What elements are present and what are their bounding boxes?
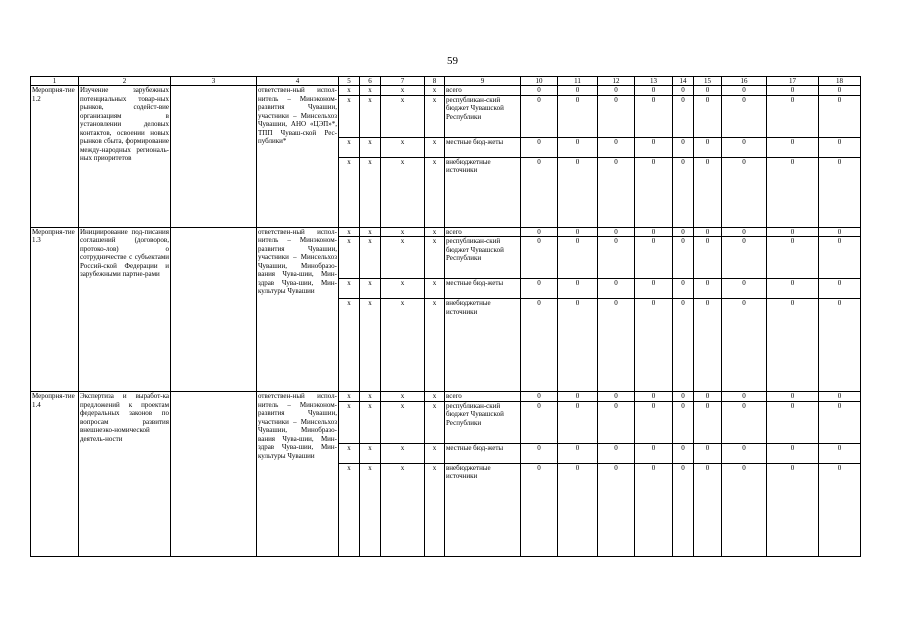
amount-cell: 0: [673, 95, 694, 137]
amount-cell: 0: [819, 299, 861, 392]
x-mark-cell: x: [425, 401, 445, 443]
amount-cell: 0: [694, 392, 722, 402]
amount-cell: 0: [598, 443, 635, 463]
x-mark-cell: x: [381, 95, 425, 137]
amount-cell: 0: [694, 157, 722, 227]
column-number: 10: [521, 77, 558, 86]
responsible-col3: [171, 392, 257, 557]
x-mark-cell: x: [360, 237, 381, 279]
amount-cell: 0: [767, 299, 819, 392]
amount-cell: 0: [635, 227, 673, 237]
x-mark-cell: x: [339, 237, 360, 279]
x-mark-cell: x: [425, 392, 445, 402]
amount-cell: 0: [558, 392, 598, 402]
amount-cell: 0: [694, 227, 722, 237]
measure-name: Изучение зарубежных потенциальных товар-ных рынков, содейст-вие организациям в установлении деловых контактов, освоении новых рынков сбыта, формирование между-народных региональ-ных приоритетов: [79, 86, 171, 228]
amount-cell: 0: [635, 86, 673, 96]
amount-cell: 0: [673, 443, 694, 463]
amount-cell: 0: [767, 227, 819, 237]
amount-cell: 0: [694, 299, 722, 392]
amount-cell: 0: [722, 86, 767, 96]
amount-cell: 0: [673, 237, 694, 279]
column-number: 1: [31, 77, 79, 86]
amount-cell: 0: [722, 443, 767, 463]
amount-cell: 0: [635, 157, 673, 227]
table-row: [31, 392, 861, 402]
amount-cell: 0: [521, 95, 558, 137]
amount-cell: 0: [558, 227, 598, 237]
funding-source: всего: [445, 392, 521, 402]
x-mark-cell: x: [360, 443, 381, 463]
x-mark-cell: x: [381, 279, 425, 299]
amount-cell: 0: [598, 157, 635, 227]
amount-cell: 0: [694, 237, 722, 279]
column-number: 12: [598, 77, 635, 86]
responsible-col3: [171, 86, 257, 228]
amount-cell: 0: [598, 227, 635, 237]
funding-source: всего: [445, 86, 521, 96]
column-number: 14: [673, 77, 694, 86]
amount-cell: 0: [521, 401, 558, 443]
amount-cell: 0: [558, 463, 598, 556]
column-number: 15: [694, 77, 722, 86]
column-number: 13: [635, 77, 673, 86]
amount-cell: 0: [767, 157, 819, 227]
amount-cell: 0: [722, 463, 767, 556]
amount-cell: 0: [598, 137, 635, 157]
measure-name: Инициирование под-писания соглашений (договоров, протоко-лов) о сотрудничестве с субъектами Россий-ской Федерации и зарубежными партне-рами: [79, 227, 171, 392]
x-mark-cell: x: [339, 279, 360, 299]
x-mark-cell: x: [425, 95, 445, 137]
amount-cell: 0: [819, 279, 861, 299]
amount-cell: 0: [673, 227, 694, 237]
funding-source: внебюджетные источники: [445, 299, 521, 392]
x-mark-cell: x: [425, 86, 445, 96]
column-number: 3: [171, 77, 257, 86]
table-row: [31, 86, 861, 96]
amount-cell: 0: [722, 401, 767, 443]
x-mark-cell: x: [360, 157, 381, 227]
x-mark-cell: x: [381, 157, 425, 227]
amount-cell: 0: [673, 392, 694, 402]
amount-cell: 0: [819, 86, 861, 96]
amount-cell: 0: [635, 392, 673, 402]
amount-cell: 0: [635, 443, 673, 463]
funding-source: местные бюд-жеты: [445, 279, 521, 299]
responsible-col3: [171, 227, 257, 392]
amount-cell: 0: [598, 237, 635, 279]
amount-cell: 0: [694, 95, 722, 137]
amount-cell: 0: [635, 279, 673, 299]
amount-cell: 0: [722, 137, 767, 157]
amount-cell: 0: [694, 463, 722, 556]
amount-cell: 0: [722, 299, 767, 392]
x-mark-cell: x: [425, 443, 445, 463]
amount-cell: 0: [521, 227, 558, 237]
amount-cell: 0: [558, 237, 598, 279]
amount-cell: 0: [558, 279, 598, 299]
amount-cell: 0: [521, 299, 558, 392]
amount-cell: 0: [673, 401, 694, 443]
column-number: 8: [425, 77, 445, 86]
x-mark-cell: x: [425, 157, 445, 227]
amount-cell: 0: [673, 299, 694, 392]
amount-cell: 0: [521, 86, 558, 96]
measure-name: Экспертиза и выработ-ка предложений к проектам федеральных законов по вопросам развития внешнеэко-номической деятель-ности: [79, 392, 171, 557]
funding-source: республикан-ский бюджет Чувашской Республики: [445, 401, 521, 443]
column-number: 17: [767, 77, 819, 86]
funding-source: местные бюд-жеты: [445, 137, 521, 157]
amount-cell: 0: [819, 95, 861, 137]
amount-cell: 0: [722, 279, 767, 299]
x-mark-cell: x: [425, 227, 445, 237]
amount-cell: 0: [722, 237, 767, 279]
x-mark-cell: x: [425, 237, 445, 279]
column-number: 16: [722, 77, 767, 86]
column-number: 2: [79, 77, 171, 86]
amount-cell: 0: [767, 137, 819, 157]
amount-cell: 0: [521, 463, 558, 556]
x-mark-cell: x: [381, 463, 425, 556]
amount-cell: 0: [767, 392, 819, 402]
measure-executor: ответствен-ный испол-нитель – Минэконом-развития Чувашии, участники – Минсельхоз Чувашии, АНО «ЦЭП»*, ТПП Чуваш-ской Рес-публики*: [257, 86, 339, 228]
x-mark-cell: x: [360, 137, 381, 157]
amount-cell: 0: [819, 443, 861, 463]
amount-cell: 0: [635, 137, 673, 157]
x-mark-cell: x: [339, 463, 360, 556]
funding-source: местные бюд-жеты: [445, 443, 521, 463]
x-mark-cell: x: [425, 279, 445, 299]
x-mark-cell: x: [339, 157, 360, 227]
funding-source: всего: [445, 227, 521, 237]
x-mark-cell: x: [360, 463, 381, 556]
amount-cell: 0: [598, 95, 635, 137]
amount-cell: 0: [767, 279, 819, 299]
column-number: 11: [558, 77, 598, 86]
x-mark-cell: x: [360, 299, 381, 392]
amount-cell: 0: [598, 401, 635, 443]
amount-cell: 0: [598, 463, 635, 556]
amount-cell: 0: [598, 299, 635, 392]
column-number: 5: [339, 77, 360, 86]
x-mark-cell: x: [381, 227, 425, 237]
measure-executor: ответствен-ный испол-нитель – Минэконом-развития Чувашии, участники – Минсельхоз Чувашии, Минобразо-вания Чува-шии, Мин-здрав Чува-шии, Мин-культуры Чувашии: [257, 392, 339, 557]
x-mark-cell: x: [360, 86, 381, 96]
amount-cell: 0: [635, 95, 673, 137]
amount-cell: 0: [558, 95, 598, 137]
funding-source: республикан-ский бюджет Чувашской Республики: [445, 237, 521, 279]
amount-cell: 0: [673, 157, 694, 227]
x-mark-cell: x: [381, 299, 425, 392]
funding-source: республикан-ский бюджет Чувашской Республики: [445, 95, 521, 137]
x-mark-cell: x: [381, 86, 425, 96]
x-mark-cell: x: [360, 392, 381, 402]
x-mark-cell: x: [360, 401, 381, 443]
column-number: 6: [360, 77, 381, 86]
amount-cell: 0: [635, 401, 673, 443]
amount-cell: 0: [722, 227, 767, 237]
amount-cell: 0: [673, 463, 694, 556]
amount-cell: 0: [819, 157, 861, 227]
amount-cell: 0: [673, 279, 694, 299]
amount-cell: 0: [598, 279, 635, 299]
amount-cell: 0: [767, 86, 819, 96]
x-mark-cell: x: [425, 463, 445, 556]
x-mark-cell: x: [339, 443, 360, 463]
amount-cell: 0: [767, 95, 819, 137]
x-mark-cell: x: [381, 443, 425, 463]
amount-cell: 0: [722, 392, 767, 402]
measure-code: Меропрня-тие 1.2: [31, 86, 79, 228]
column-number: 9: [445, 77, 521, 86]
amount-cell: 0: [767, 237, 819, 279]
x-mark-cell: x: [339, 299, 360, 392]
amount-cell: 0: [558, 86, 598, 96]
amount-cell: 0: [819, 227, 861, 237]
amount-cell: 0: [598, 86, 635, 96]
amount-cell: 0: [819, 137, 861, 157]
column-number: 7: [381, 77, 425, 86]
x-mark-cell: x: [339, 86, 360, 96]
amount-cell: 0: [635, 299, 673, 392]
x-mark-cell: x: [360, 279, 381, 299]
amount-cell: 0: [673, 86, 694, 96]
amount-cell: 0: [819, 392, 861, 402]
column-number-row: [31, 77, 861, 86]
x-mark-cell: x: [339, 95, 360, 137]
amount-cell: 0: [521, 392, 558, 402]
page-number: 59: [447, 55, 458, 67]
amount-cell: 0: [558, 137, 598, 157]
amount-cell: 0: [694, 279, 722, 299]
x-mark-cell: x: [381, 237, 425, 279]
amount-cell: 0: [722, 95, 767, 137]
measure-code: Меропрня-тие 1.3: [31, 227, 79, 392]
x-mark-cell: x: [339, 227, 360, 237]
amount-cell: 0: [521, 237, 558, 279]
program-measures-table: [30, 76, 861, 557]
x-mark-cell: x: [381, 392, 425, 402]
x-mark-cell: x: [381, 137, 425, 157]
measure-code: Меропрня-тие 1.4: [31, 392, 79, 557]
column-number: 4: [257, 77, 339, 86]
amount-cell: 0: [694, 401, 722, 443]
amount-cell: 0: [767, 401, 819, 443]
amount-cell: 0: [558, 443, 598, 463]
x-mark-cell: x: [425, 299, 445, 392]
amount-cell: 0: [558, 157, 598, 227]
amount-cell: 0: [635, 237, 673, 279]
funding-source: внебюджетные источники: [445, 157, 521, 227]
amount-cell: 0: [521, 443, 558, 463]
amount-cell: 0: [598, 392, 635, 402]
amount-cell: 0: [819, 237, 861, 279]
amount-cell: 0: [521, 279, 558, 299]
amount-cell: 0: [635, 463, 673, 556]
amount-cell: 0: [521, 137, 558, 157]
measure-executor: ответствен-ный испол-нитель – Минэконом-развития Чувашии, участники – Минсельхоз Чувашии, Минобразо-вания Чува-шии, Мин-здрав Чува-шии, Мин-культуры Чувашии: [257, 227, 339, 392]
amount-cell: 0: [558, 299, 598, 392]
funding-source: внебюджетные источники: [445, 463, 521, 556]
amount-cell: 0: [819, 463, 861, 556]
x-mark-cell: x: [360, 227, 381, 237]
amount-cell: 0: [694, 137, 722, 157]
amount-cell: 0: [558, 401, 598, 443]
amount-cell: 0: [767, 443, 819, 463]
column-number: 18: [819, 77, 861, 86]
amount-cell: 0: [767, 463, 819, 556]
amount-cell: 0: [819, 401, 861, 443]
amount-cell: 0: [694, 86, 722, 96]
x-mark-cell: x: [339, 137, 360, 157]
x-mark-cell: x: [339, 392, 360, 402]
x-mark-cell: x: [425, 137, 445, 157]
amount-cell: 0: [722, 157, 767, 227]
x-mark-cell: x: [381, 401, 425, 443]
x-mark-cell: x: [339, 401, 360, 443]
amount-cell: 0: [694, 443, 722, 463]
amount-cell: 0: [673, 137, 694, 157]
x-mark-cell: x: [360, 95, 381, 137]
amount-cell: 0: [521, 157, 558, 227]
table-row: [31, 227, 861, 237]
